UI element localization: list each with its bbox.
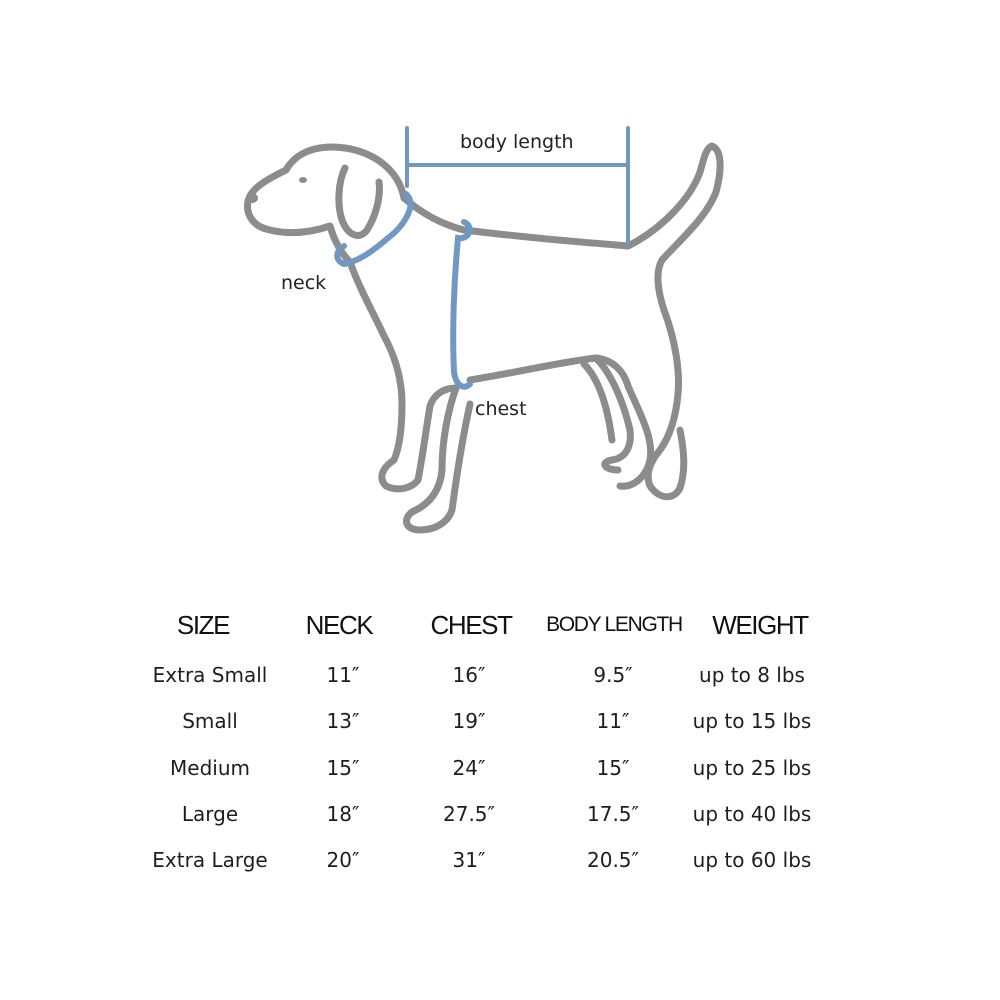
chest-label: chest <box>475 398 527 420</box>
cell-size: Extra Large <box>152 848 268 872</box>
chest-measure <box>453 222 470 387</box>
cell-body-length: 17.5″ <box>586 802 640 826</box>
neck-label: neck <box>281 272 327 294</box>
table-row <box>0 848 1000 878</box>
cell-chest: 16″ <box>452 663 486 687</box>
dog-nose <box>246 193 258 203</box>
body-length-label: body length <box>460 131 574 153</box>
cell-chest: 19″ <box>452 709 486 733</box>
cell-weight: up to 25 lbs <box>692 756 812 780</box>
cell-chest: 27.5″ <box>442 802 496 826</box>
cell-body-length: 11″ <box>596 709 630 733</box>
cell-neck: 15″ <box>326 756 360 780</box>
cell-size: Medium <box>170 756 250 780</box>
cell-weight: up to 8 lbs <box>699 663 805 687</box>
cell-body-length: 20.5″ <box>586 848 640 872</box>
cell-chest: 24″ <box>452 756 486 780</box>
table-header-row <box>0 610 1000 640</box>
dog-outline <box>248 146 721 530</box>
header-body-length: BODY LENGTH <box>546 613 682 636</box>
table-row <box>0 756 1000 786</box>
cell-chest: 31″ <box>452 848 486 872</box>
cell-weight: up to 40 lbs <box>692 802 812 826</box>
cell-body-length: 15″ <box>596 756 630 780</box>
header-size: SIZE <box>176 610 230 640</box>
cell-weight: up to 60 lbs <box>692 848 812 872</box>
cell-size: Extra Small <box>152 663 268 687</box>
header-chest: CHEST <box>430 610 512 640</box>
cell-neck: 13″ <box>326 709 360 733</box>
table-row <box>0 663 1000 693</box>
cell-size: Large <box>181 802 239 826</box>
cell-neck: 11″ <box>326 663 360 687</box>
table-row <box>0 802 1000 832</box>
dog-eye <box>299 177 307 183</box>
cell-neck: 20″ <box>326 848 360 872</box>
cell-size: Small <box>182 709 238 733</box>
table-row <box>0 709 1000 739</box>
header-weight: WEIGHT <box>712 610 808 640</box>
cell-weight: up to 15 lbs <box>692 709 812 733</box>
header-neck: NECK <box>305 610 373 640</box>
cell-neck: 18″ <box>326 802 360 826</box>
cell-body-length: 9.5″ <box>593 663 633 687</box>
